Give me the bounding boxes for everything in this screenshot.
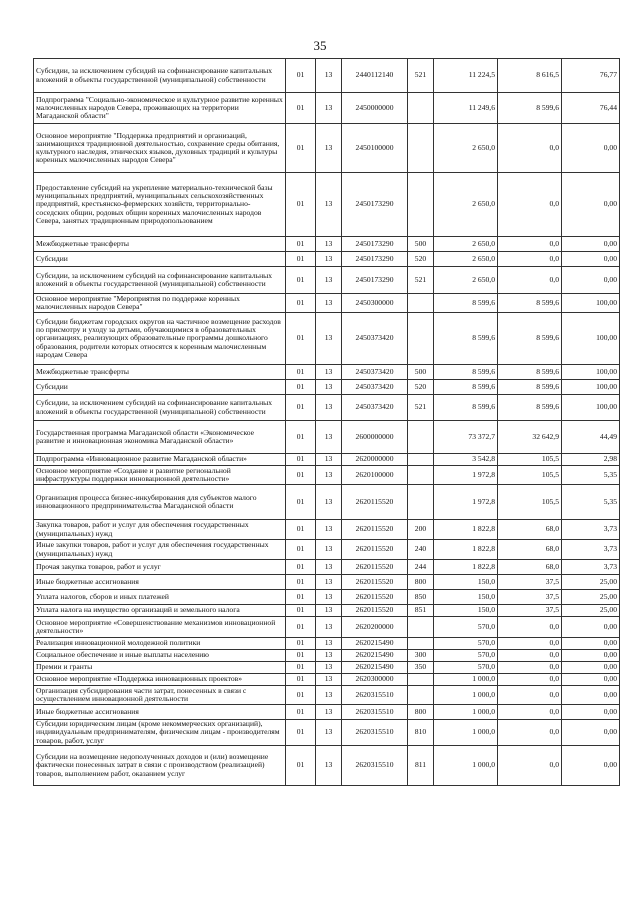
row-name: Субсидии — [34, 252, 286, 267]
execution-percent: 0,00 — [562, 252, 620, 267]
row-name: Субсидии, за исключением субсидий на софинансирование капитальных вложений в объекты государственной (муниципальной) собственности — [34, 59, 286, 93]
execution-percent: 100,00 — [562, 294, 620, 313]
subsection-code: 13 — [316, 617, 342, 638]
executed-amount: 0,0 — [498, 720, 562, 746]
section-code: 01 — [286, 485, 316, 520]
target-article-code: 2620315510 — [342, 720, 408, 746]
section-code: 01 — [286, 380, 316, 395]
expense-type-code: 500 — [408, 237, 434, 252]
execution-percent: 100,00 — [562, 365, 620, 380]
executed-amount: 8 599,6 — [498, 395, 562, 421]
row-name: Субсидии юридическим лицам (кроме некоммерческих организаций), индивидуальным предпринимателям, физическим лицам - производителям товаров, работ, услуг — [34, 720, 286, 746]
executed-amount: 68,0 — [498, 520, 562, 540]
target-article-code: 2450373420 — [342, 365, 408, 380]
row-name: Межбюджетные трансферты — [34, 237, 286, 252]
target-article-code: 2620115520 — [342, 540, 408, 560]
target-article-code: 2620115520 — [342, 575, 408, 590]
table-row — [34, 662, 620, 674]
planned-amount: 3 542,8 — [434, 454, 498, 466]
row-name: Субсидии — [34, 380, 286, 395]
table-row — [34, 540, 620, 560]
section-code: 01 — [286, 674, 316, 686]
execution-percent: 25,00 — [562, 590, 620, 605]
subsection-code: 13 — [316, 575, 342, 590]
subsection-code: 13 — [316, 674, 342, 686]
table-row — [34, 520, 620, 540]
executed-amount: 32 642,9 — [498, 421, 562, 454]
table-row — [34, 650, 620, 662]
executed-amount: 105,5 — [498, 466, 562, 485]
table-row — [34, 124, 620, 173]
section-code: 01 — [286, 267, 316, 294]
execution-percent: 3,73 — [562, 560, 620, 575]
row-name: Организация субсидирования части затрат, понесенных в связи с осуществлением инновационной деятельности — [34, 686, 286, 705]
planned-amount: 570,0 — [434, 617, 498, 638]
planned-amount: 1 000,0 — [434, 746, 498, 786]
subsection-code: 13 — [316, 380, 342, 395]
expense-type-code — [408, 674, 434, 686]
planned-amount: 8 599,6 — [434, 365, 498, 380]
target-article-code: 2620315510 — [342, 746, 408, 786]
target-article-code: 2620115520 — [342, 560, 408, 575]
target-article-code: 2620115520 — [342, 485, 408, 520]
planned-amount: 570,0 — [434, 650, 498, 662]
subsection-code: 13 — [316, 638, 342, 650]
execution-percent: 100,00 — [562, 313, 620, 365]
planned-amount: 570,0 — [434, 662, 498, 674]
planned-amount: 1 000,0 — [434, 674, 498, 686]
table-row — [34, 421, 620, 454]
expense-type-code: 520 — [408, 380, 434, 395]
expense-type-code: 811 — [408, 746, 434, 786]
planned-amount: 8 599,6 — [434, 313, 498, 365]
executed-amount: 8 599,6 — [498, 365, 562, 380]
table-row — [34, 365, 620, 380]
row-name: Прочая закупка товаров, работ и услуг — [34, 560, 286, 575]
table-row — [34, 267, 620, 294]
target-article-code: 2450100000 — [342, 124, 408, 173]
subsection-code: 13 — [316, 705, 342, 720]
section-code: 01 — [286, 575, 316, 590]
section-code: 01 — [286, 540, 316, 560]
section-code: 01 — [286, 605, 316, 617]
execution-percent: 0,00 — [562, 705, 620, 720]
row-name: Иные закупки товаров, работ и услуг для обеспечения государственных (муниципальных) нужд — [34, 540, 286, 560]
target-article-code: 2620300000 — [342, 674, 408, 686]
executed-amount: 0,0 — [498, 638, 562, 650]
row-name: Социальное обеспечение и иные выплаты населению — [34, 650, 286, 662]
table-row — [34, 395, 620, 421]
execution-percent: 100,00 — [562, 395, 620, 421]
expense-type-code — [408, 421, 434, 454]
expense-type-code: 300 — [408, 650, 434, 662]
executed-amount: 0,0 — [498, 662, 562, 674]
executed-amount: 37,5 — [498, 605, 562, 617]
section-code: 01 — [286, 466, 316, 485]
execution-percent: 5,35 — [562, 466, 620, 485]
section-code: 01 — [286, 93, 316, 124]
target-article-code: 2600000000 — [342, 421, 408, 454]
section-code: 01 — [286, 686, 316, 705]
expense-type-code: 521 — [408, 395, 434, 421]
subsection-code: 13 — [316, 395, 342, 421]
subsection-code: 13 — [316, 237, 342, 252]
row-name: Субсидии, за исключением субсидий на софинансирование капитальных вложений в объекты государственной (муниципальной) собственности — [34, 395, 286, 421]
executed-amount: 105,5 — [498, 454, 562, 466]
expense-type-code: 800 — [408, 705, 434, 720]
section-code: 01 — [286, 454, 316, 466]
section-code: 01 — [286, 720, 316, 746]
subsection-code: 13 — [316, 650, 342, 662]
executed-amount: 0,0 — [498, 617, 562, 638]
target-article-code: 2620000000 — [342, 454, 408, 466]
executed-amount: 0,0 — [498, 237, 562, 252]
target-article-code: 2620115520 — [342, 590, 408, 605]
subsection-code: 13 — [316, 59, 342, 93]
section-code: 01 — [286, 662, 316, 674]
table-row — [34, 294, 620, 313]
subsection-code: 13 — [316, 267, 342, 294]
expense-type-code: 810 — [408, 720, 434, 746]
row-name: Государственная программа Магаданской области «Экономическое развитие и инновационная экономика Магаданской области» — [34, 421, 286, 454]
subsection-code: 13 — [316, 485, 342, 520]
row-name: Иные бюджетные ассигнования — [34, 705, 286, 720]
expense-type-code — [408, 173, 434, 237]
subsection-code: 13 — [316, 605, 342, 617]
table-row — [34, 252, 620, 267]
executed-amount: 8 616,5 — [498, 59, 562, 93]
execution-percent: 0,00 — [562, 638, 620, 650]
table-row — [34, 560, 620, 575]
row-name: Иные бюджетные ассигнования — [34, 575, 286, 590]
section-code: 01 — [286, 590, 316, 605]
executed-amount: 0,0 — [498, 267, 562, 294]
executed-amount: 0,0 — [498, 650, 562, 662]
execution-percent: 0,00 — [562, 650, 620, 662]
execution-percent: 0,00 — [562, 746, 620, 786]
target-article-code: 2620200000 — [342, 617, 408, 638]
section-code: 01 — [286, 638, 316, 650]
target-article-code: 2620100000 — [342, 466, 408, 485]
target-article-code: 2450373420 — [342, 380, 408, 395]
subsection-code: 13 — [316, 520, 342, 540]
executed-amount: 0,0 — [498, 124, 562, 173]
table-row — [34, 674, 620, 686]
executed-amount: 0,0 — [498, 686, 562, 705]
target-article-code: 2450300000 — [342, 294, 408, 313]
row-name: Основное мероприятие "Поддержка предприятий и организаций, занимающихся традиционной деятельностью, сохранение среды обитания, культурного наследия, этнических языков, духовных традиций и культуры коренных малочисленных народов Севера" — [34, 124, 286, 173]
target-article-code: 2450173290 — [342, 237, 408, 252]
execution-percent: 0,00 — [562, 124, 620, 173]
subsection-code: 13 — [316, 93, 342, 124]
subsection-code: 13 — [316, 686, 342, 705]
subsection-code: 13 — [316, 540, 342, 560]
section-code: 01 — [286, 173, 316, 237]
execution-percent: 44,49 — [562, 421, 620, 454]
section-code: 01 — [286, 124, 316, 173]
subsection-code: 13 — [316, 124, 342, 173]
section-code: 01 — [286, 365, 316, 380]
planned-amount: 2 650,0 — [434, 237, 498, 252]
subsection-code: 13 — [316, 466, 342, 485]
table-row — [34, 617, 620, 638]
row-name: Подпрограмма «Инновационное развитие Магаданской области» — [34, 454, 286, 466]
target-article-code: 2440112140 — [342, 59, 408, 93]
target-article-code: 2620215490 — [342, 650, 408, 662]
planned-amount: 8 599,6 — [434, 294, 498, 313]
table-row — [34, 746, 620, 786]
table-row — [34, 686, 620, 705]
target-article-code: 2450373420 — [342, 313, 408, 365]
executed-amount: 8 599,6 — [498, 93, 562, 124]
executed-amount: 0,0 — [498, 705, 562, 720]
table-row — [34, 380, 620, 395]
executed-amount: 0,0 — [498, 746, 562, 786]
execution-percent: 0,00 — [562, 662, 620, 674]
execution-percent: 3,73 — [562, 520, 620, 540]
target-article-code: 2450373420 — [342, 395, 408, 421]
executed-amount: 37,5 — [498, 590, 562, 605]
subsection-code: 13 — [316, 294, 342, 313]
target-article-code: 2450000000 — [342, 93, 408, 124]
expense-type-code: 850 — [408, 590, 434, 605]
row-name: Основное мероприятие «Совершенствование механизмов инновационной деятельности» — [34, 617, 286, 638]
execution-percent: 0,00 — [562, 267, 620, 294]
planned-amount: 150,0 — [434, 590, 498, 605]
planned-amount: 8 599,6 — [434, 380, 498, 395]
section-code: 01 — [286, 705, 316, 720]
target-article-code: 2620315510 — [342, 686, 408, 705]
expense-type-code — [408, 454, 434, 466]
executed-amount: 0,0 — [498, 173, 562, 237]
section-code: 01 — [286, 395, 316, 421]
execution-percent: 0,00 — [562, 720, 620, 746]
table-row — [34, 590, 620, 605]
table-row — [34, 720, 620, 746]
section-code: 01 — [286, 59, 316, 93]
planned-amount: 2 650,0 — [434, 173, 498, 237]
executed-amount: 105,5 — [498, 485, 562, 520]
row-name: Закупка товаров, работ и услуг для обеспечения государственных (муниципальных) нужд — [34, 520, 286, 540]
subsection-code: 13 — [316, 421, 342, 454]
expense-type-code — [408, 686, 434, 705]
expense-type-code — [408, 485, 434, 520]
row-name: Уплата налога на имущество организаций и земельного налога — [34, 605, 286, 617]
planned-amount: 1 972,8 — [434, 485, 498, 520]
table-row — [34, 93, 620, 124]
expense-type-code — [408, 93, 434, 124]
row-name: Организация процесса бизнес-инкубирования для субъектов малого инновационного предпринимательства Магаданской области — [34, 485, 286, 520]
table-row — [34, 454, 620, 466]
target-article-code: 2450173290 — [342, 252, 408, 267]
expense-type-code: 521 — [408, 59, 434, 93]
table-body — [34, 59, 620, 786]
planned-amount: 1 822,8 — [434, 520, 498, 540]
table-row — [34, 173, 620, 237]
section-code: 01 — [286, 617, 316, 638]
executed-amount: 0,0 — [498, 252, 562, 267]
execution-percent: 25,00 — [562, 605, 620, 617]
planned-amount: 2 650,0 — [434, 252, 498, 267]
row-name: Субсидии, за исключением субсидий на софинансирование капитальных вложений в объекты государственной (муниципальной) собственности — [34, 267, 286, 294]
planned-amount: 2 650,0 — [434, 124, 498, 173]
planned-amount: 1 000,0 — [434, 720, 498, 746]
subsection-code: 13 — [316, 173, 342, 237]
execution-percent: 0,00 — [562, 617, 620, 638]
execution-percent: 5,35 — [562, 485, 620, 520]
executed-amount: 37,5 — [498, 575, 562, 590]
execution-percent: 0,00 — [562, 237, 620, 252]
section-code: 01 — [286, 252, 316, 267]
row-name: Подпрограмма "Социально-экономическое и культурное развитие коренных малочисленных народов Севера, проживающих на территории Магаданской области" — [34, 93, 286, 124]
expense-type-code: 851 — [408, 605, 434, 617]
executed-amount: 8 599,6 — [498, 380, 562, 395]
expense-type-code: 350 — [408, 662, 434, 674]
row-name: Реализация инновационной молодежной политики — [34, 638, 286, 650]
execution-percent: 0,00 — [562, 686, 620, 705]
expense-type-code — [408, 638, 434, 650]
executed-amount: 8 599,6 — [498, 294, 562, 313]
table-row — [34, 605, 620, 617]
execution-percent: 0,00 — [562, 674, 620, 686]
row-name: Субсидии на возмещение недополученных доходов и (или) возмещение фактически понесенных затрат в связи с производством (реализацией) товаров, выполнением работ, оказанием услуг — [34, 746, 286, 786]
planned-amount: 1 000,0 — [434, 686, 498, 705]
subsection-code: 13 — [316, 560, 342, 575]
expense-type-code — [408, 294, 434, 313]
planned-amount: 73 372,7 — [434, 421, 498, 454]
execution-percent: 25,00 — [562, 575, 620, 590]
row-name: Уплата налогов, сборов и иных платежей — [34, 590, 286, 605]
target-article-code: 2620215490 — [342, 638, 408, 650]
executed-amount: 68,0 — [498, 540, 562, 560]
section-code: 01 — [286, 560, 316, 575]
executed-amount: 8 599,6 — [498, 313, 562, 365]
planned-amount: 1 000,0 — [434, 705, 498, 720]
planned-amount: 11 224,5 — [434, 59, 498, 93]
expense-type-code: 800 — [408, 575, 434, 590]
target-article-code: 2620115520 — [342, 605, 408, 617]
executed-amount: 68,0 — [498, 560, 562, 575]
section-code: 01 — [286, 421, 316, 454]
expense-type-code — [408, 124, 434, 173]
expense-type-code — [408, 313, 434, 365]
execution-percent: 0,00 — [562, 173, 620, 237]
planned-amount: 150,0 — [434, 605, 498, 617]
table-row — [34, 313, 620, 365]
section-code: 01 — [286, 294, 316, 313]
expense-type-code: 244 — [408, 560, 434, 575]
expense-type-code: 520 — [408, 252, 434, 267]
execution-percent: 2,98 — [562, 454, 620, 466]
subsection-code: 13 — [316, 662, 342, 674]
expense-type-code: 240 — [408, 540, 434, 560]
table-row — [34, 705, 620, 720]
planned-amount: 1 822,8 — [434, 540, 498, 560]
expense-type-code: 500 — [408, 365, 434, 380]
execution-percent: 3,73 — [562, 540, 620, 560]
row-name: Основное мероприятие «Поддержка инновационных проектов» — [34, 674, 286, 686]
expense-type-code: 200 — [408, 520, 434, 540]
planned-amount: 1 822,8 — [434, 560, 498, 575]
table-row — [34, 237, 620, 252]
section-code: 01 — [286, 650, 316, 662]
subsection-code: 13 — [316, 365, 342, 380]
row-name: Субсидии бюджетам городских округов на частичное возмещение расходов по присмотру и уходу за детьми, обучающимися в образовательных организациях, реализующих образовательные программы дошкольного образования, родители которых относятся к коренным малочисленным народам Севера — [34, 313, 286, 365]
page-number: 35 — [313, 38, 327, 53]
execution-percent: 100,00 — [562, 380, 620, 395]
planned-amount: 1 972,8 — [434, 466, 498, 485]
subsection-code: 13 — [316, 746, 342, 786]
row-name: Межбюджетные трансферты — [34, 365, 286, 380]
target-article-code: 2620315510 — [342, 705, 408, 720]
executed-amount: 0,0 — [498, 674, 562, 686]
target-article-code: 2450173290 — [342, 267, 408, 294]
execution-percent: 76,44 — [562, 93, 620, 124]
planned-amount: 8 599,6 — [434, 395, 498, 421]
table-row — [34, 485, 620, 520]
target-article-code: 2620215490 — [342, 662, 408, 674]
target-article-code: 2620115520 — [342, 520, 408, 540]
execution-percent: 76,77 — [562, 59, 620, 93]
section-code: 01 — [286, 746, 316, 786]
row-name: Основное мероприятие "Мероприятия по поддержке коренных малочисленных народов Севера" — [34, 294, 286, 313]
expense-type-code — [408, 617, 434, 638]
subsection-code: 13 — [316, 454, 342, 466]
subsection-code: 13 — [316, 313, 342, 365]
budget-table — [33, 58, 620, 786]
table-row — [34, 575, 620, 590]
planned-amount: 2 650,0 — [434, 267, 498, 294]
row-name: Премии и гранты — [34, 662, 286, 674]
row-name: Предоставление субсидий на укрепление материально-технической базы муниципальных предприятий, муниципальных сельскохозяйственных предприятий, крестьянско-фермерских хозяйств, территориально-соседских общин, родовых общин коренных малочисленных народов Севера, занятых традиционным природопользованием — [34, 173, 286, 237]
row-name: Основное мероприятие «Создание и развитие региональной инфраструктуры поддержки инновационной деятельности» — [34, 466, 286, 485]
section-code: 01 — [286, 313, 316, 365]
table-row — [34, 466, 620, 485]
expense-type-code — [408, 466, 434, 485]
section-code: 01 — [286, 237, 316, 252]
table-row — [34, 638, 620, 650]
expense-type-code: 521 — [408, 267, 434, 294]
subsection-code: 13 — [316, 590, 342, 605]
table-row — [34, 59, 620, 93]
subsection-code: 13 — [316, 252, 342, 267]
planned-amount: 150,0 — [434, 575, 498, 590]
planned-amount: 570,0 — [434, 638, 498, 650]
target-article-code: 2450173290 — [342, 173, 408, 237]
section-code: 01 — [286, 520, 316, 540]
planned-amount: 11 249,6 — [434, 93, 498, 124]
subsection-code: 13 — [316, 720, 342, 746]
